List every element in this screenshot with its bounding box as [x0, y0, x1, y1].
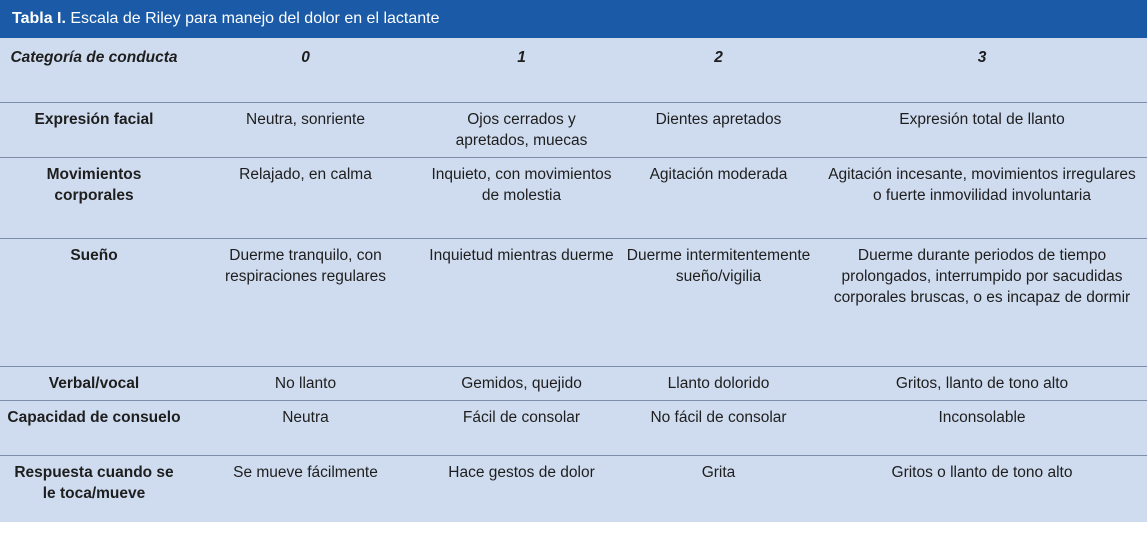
table-title-prefix: Tabla I.	[12, 10, 66, 27]
table-cell: No fácil de consolar	[650, 408, 787, 426]
table-row	[0, 455, 1147, 522]
table	[0, 38, 1147, 522]
table-cell: Llanto dolorido	[667, 374, 770, 392]
table-cell: Agitación incesante, movimientos irregulares o fuerte inmovilidad involuntaria	[828, 165, 1136, 204]
table-row	[0, 238, 1147, 366]
row-category: Sueño	[70, 246, 118, 264]
column-header-3: 3	[977, 49, 987, 66]
table-cell: Inquieto, con movimientos de molestia	[431, 165, 612, 204]
column-header-1: 1	[517, 49, 526, 66]
table-cell: Neutra	[282, 408, 329, 426]
table-cell: Grita	[701, 463, 736, 481]
table-cell: Se mueve fácilmente	[233, 463, 378, 481]
table-row	[0, 400, 1147, 455]
table-title	[0, 0, 1147, 38]
table-cell: Expresión total de llanto	[899, 110, 1065, 128]
table-cell: Duerme durante periodos de tiempo prolongados, interrumpido por sacudidas corporales bruscas, o es incapaz de dormir	[833, 246, 1131, 306]
column-header-2: 2	[714, 49, 723, 66]
row-category: Movimientos corporales	[46, 165, 142, 204]
table-cell: Ojos cerrados y apretados, muecas	[455, 110, 588, 149]
row-category: Verbal/vocal	[48, 374, 140, 392]
table-cell: No llanto	[274, 374, 337, 392]
table-cell: Inconsolable	[938, 408, 1026, 426]
column-header-category: Categoría de conducta	[10, 49, 178, 66]
table-title-text: Escala de Riley para manejo del dolor en el lactante	[65, 10, 440, 27]
table-cell: Gemidos, quejido	[461, 374, 582, 392]
table-row	[0, 102, 1147, 157]
table-cell: Fácil de consolar	[462, 408, 581, 426]
column-header-0: 0	[301, 49, 310, 66]
table-cell: Neutra, sonriente	[246, 110, 365, 128]
row-category: Respuesta cuando se le toca/mueve	[14, 463, 174, 502]
table-cell: Gritos, llanto de tono alto	[895, 374, 1069, 392]
table-row	[0, 157, 1147, 238]
table-row	[0, 366, 1147, 400]
table-cell: Agitación moderada	[649, 165, 788, 183]
table-cell: Dientes apretados	[655, 110, 782, 128]
table-cell: Gritos o llanto de tono alto	[891, 463, 1073, 481]
row-category: Capacidad de consuelo	[7, 408, 181, 426]
table-cell: Hace gestos de dolor	[448, 463, 595, 481]
table-cell: Relajado, en calma	[239, 165, 372, 183]
table-cell: Duerme intermitentemente sueño/vigilia	[626, 246, 811, 285]
table-cell: Inquietud mientras duerme	[429, 246, 614, 264]
header-row	[0, 38, 1147, 102]
table-cell: Duerme tranquilo, con respiraciones regulares	[224, 246, 387, 285]
row-category: Expresión facial	[34, 110, 154, 128]
